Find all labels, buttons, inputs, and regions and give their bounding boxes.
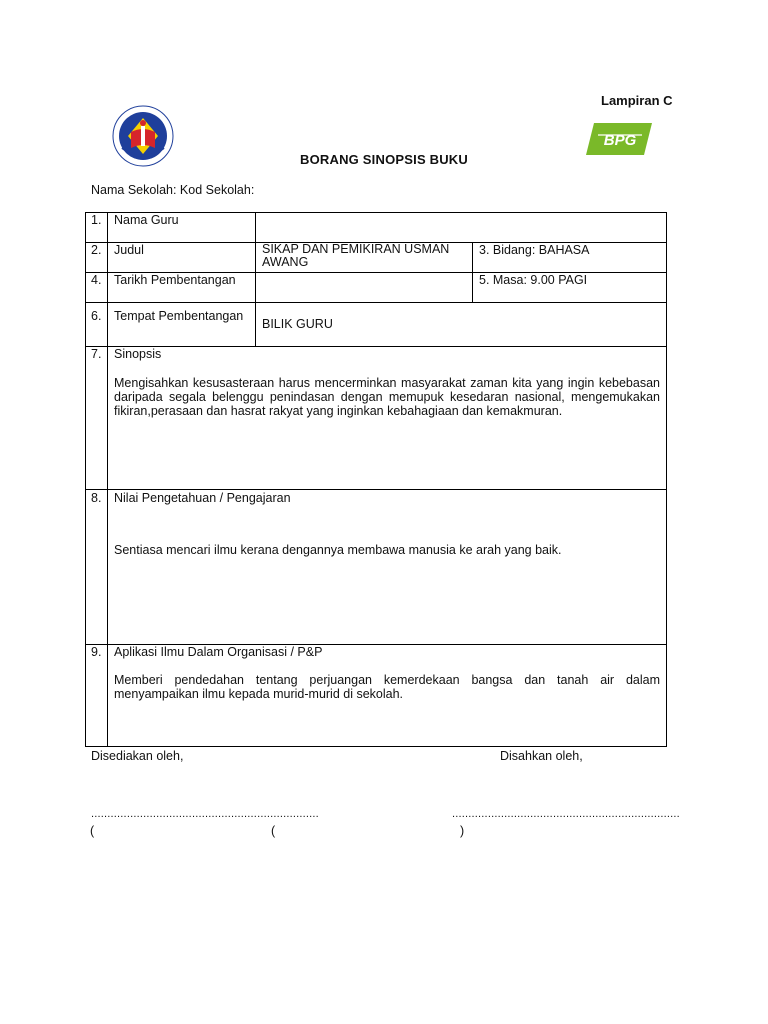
row-number: 4. [86, 273, 108, 303]
form-row-tempat [86, 303, 667, 347]
tarikh-value[interactable] [256, 273, 473, 303]
field-label: Judul [108, 243, 256, 273]
nilai-text: Sentiasa mencari ilmu kerana dengannya membawa manusia ke arah yang baik. [114, 543, 562, 557]
prepared-by-label: Disediakan oleh, [91, 749, 184, 763]
nama-guru-value[interactable] [256, 213, 667, 243]
signature-line-left: ...................................................................... [91, 808, 319, 820]
sinopsis-text: Mengisahkan kesusasteraan harus mencerminkan masyarakat zaman kita yang ingin kebebasan daripada segala belenggu penindasan dengan memupuk kesedaran nasional, mengemukakan fikiran,perasaan dan hasrat rakyat yang inginkan kebahagiaan dan kemakmuran. [114, 376, 660, 418]
form-row-nama-guru [86, 213, 667, 243]
aplikasi-text: Memberi pendedahan tentang perjuangan kemerdekaan bangsa dan tanah air dalam menyampaikan ilmu kepada murid-murid di sekolah. [114, 673, 660, 701]
synopsis-form-table [85, 212, 667, 747]
lampiran-label: Lampiran C [601, 93, 673, 108]
name-paren-close: ) [460, 824, 465, 838]
bidang-field[interactable]: 3. Bidang: BAHASA [473, 243, 667, 273]
name-paren-open-left: ( [90, 824, 95, 838]
form-row-tarikh [86, 273, 667, 303]
form-title: BORANG SINOPSIS BUKU [300, 152, 468, 167]
approved-by-label: Disahkan oleh, [500, 749, 583, 763]
aplikasi-cell[interactable] [108, 645, 667, 747]
bpg-logo-text: BPG [603, 132, 637, 149]
field-label: Tempat Pembentangan [108, 303, 256, 347]
nilai-cell[interactable] [108, 490, 667, 645]
field-label: Nama Guru [108, 213, 256, 243]
row-number: 7. [86, 347, 108, 490]
row-number: 9. [86, 645, 108, 747]
row-number: 6. [86, 303, 108, 347]
masa-field[interactable]: 5. Masa: 9.00 PAGI [473, 273, 667, 303]
judul-value[interactable]: SIKAP DAN PEMIKIRAN USMAN AWANG [256, 243, 473, 273]
field-label: Nilai Pengetahuan / Pengajaran [114, 491, 291, 505]
tempat-value[interactable]: BILIK GURU [256, 303, 667, 347]
row-number: 2. [86, 243, 108, 273]
field-label: Aplikasi Ilmu Dalam Organisasi / P&P [114, 645, 323, 659]
row-number: 8. [86, 490, 108, 645]
form-row-judul [86, 243, 667, 273]
name-paren-open-right: ( [271, 824, 276, 838]
school-line: Nama Sekolah: Kod Sekolah: [91, 183, 255, 197]
form-row-nilai [86, 490, 667, 645]
field-label: Tarikh Pembentangan [108, 273, 256, 303]
form-row-aplikasi [86, 645, 667, 747]
field-label: Sinopsis [114, 347, 162, 361]
form-row-sinopsis [86, 347, 667, 490]
sinopsis-cell[interactable] [108, 347, 667, 490]
signature-line-right: ...................................................................... [452, 808, 680, 820]
row-number: 1. [86, 213, 108, 243]
